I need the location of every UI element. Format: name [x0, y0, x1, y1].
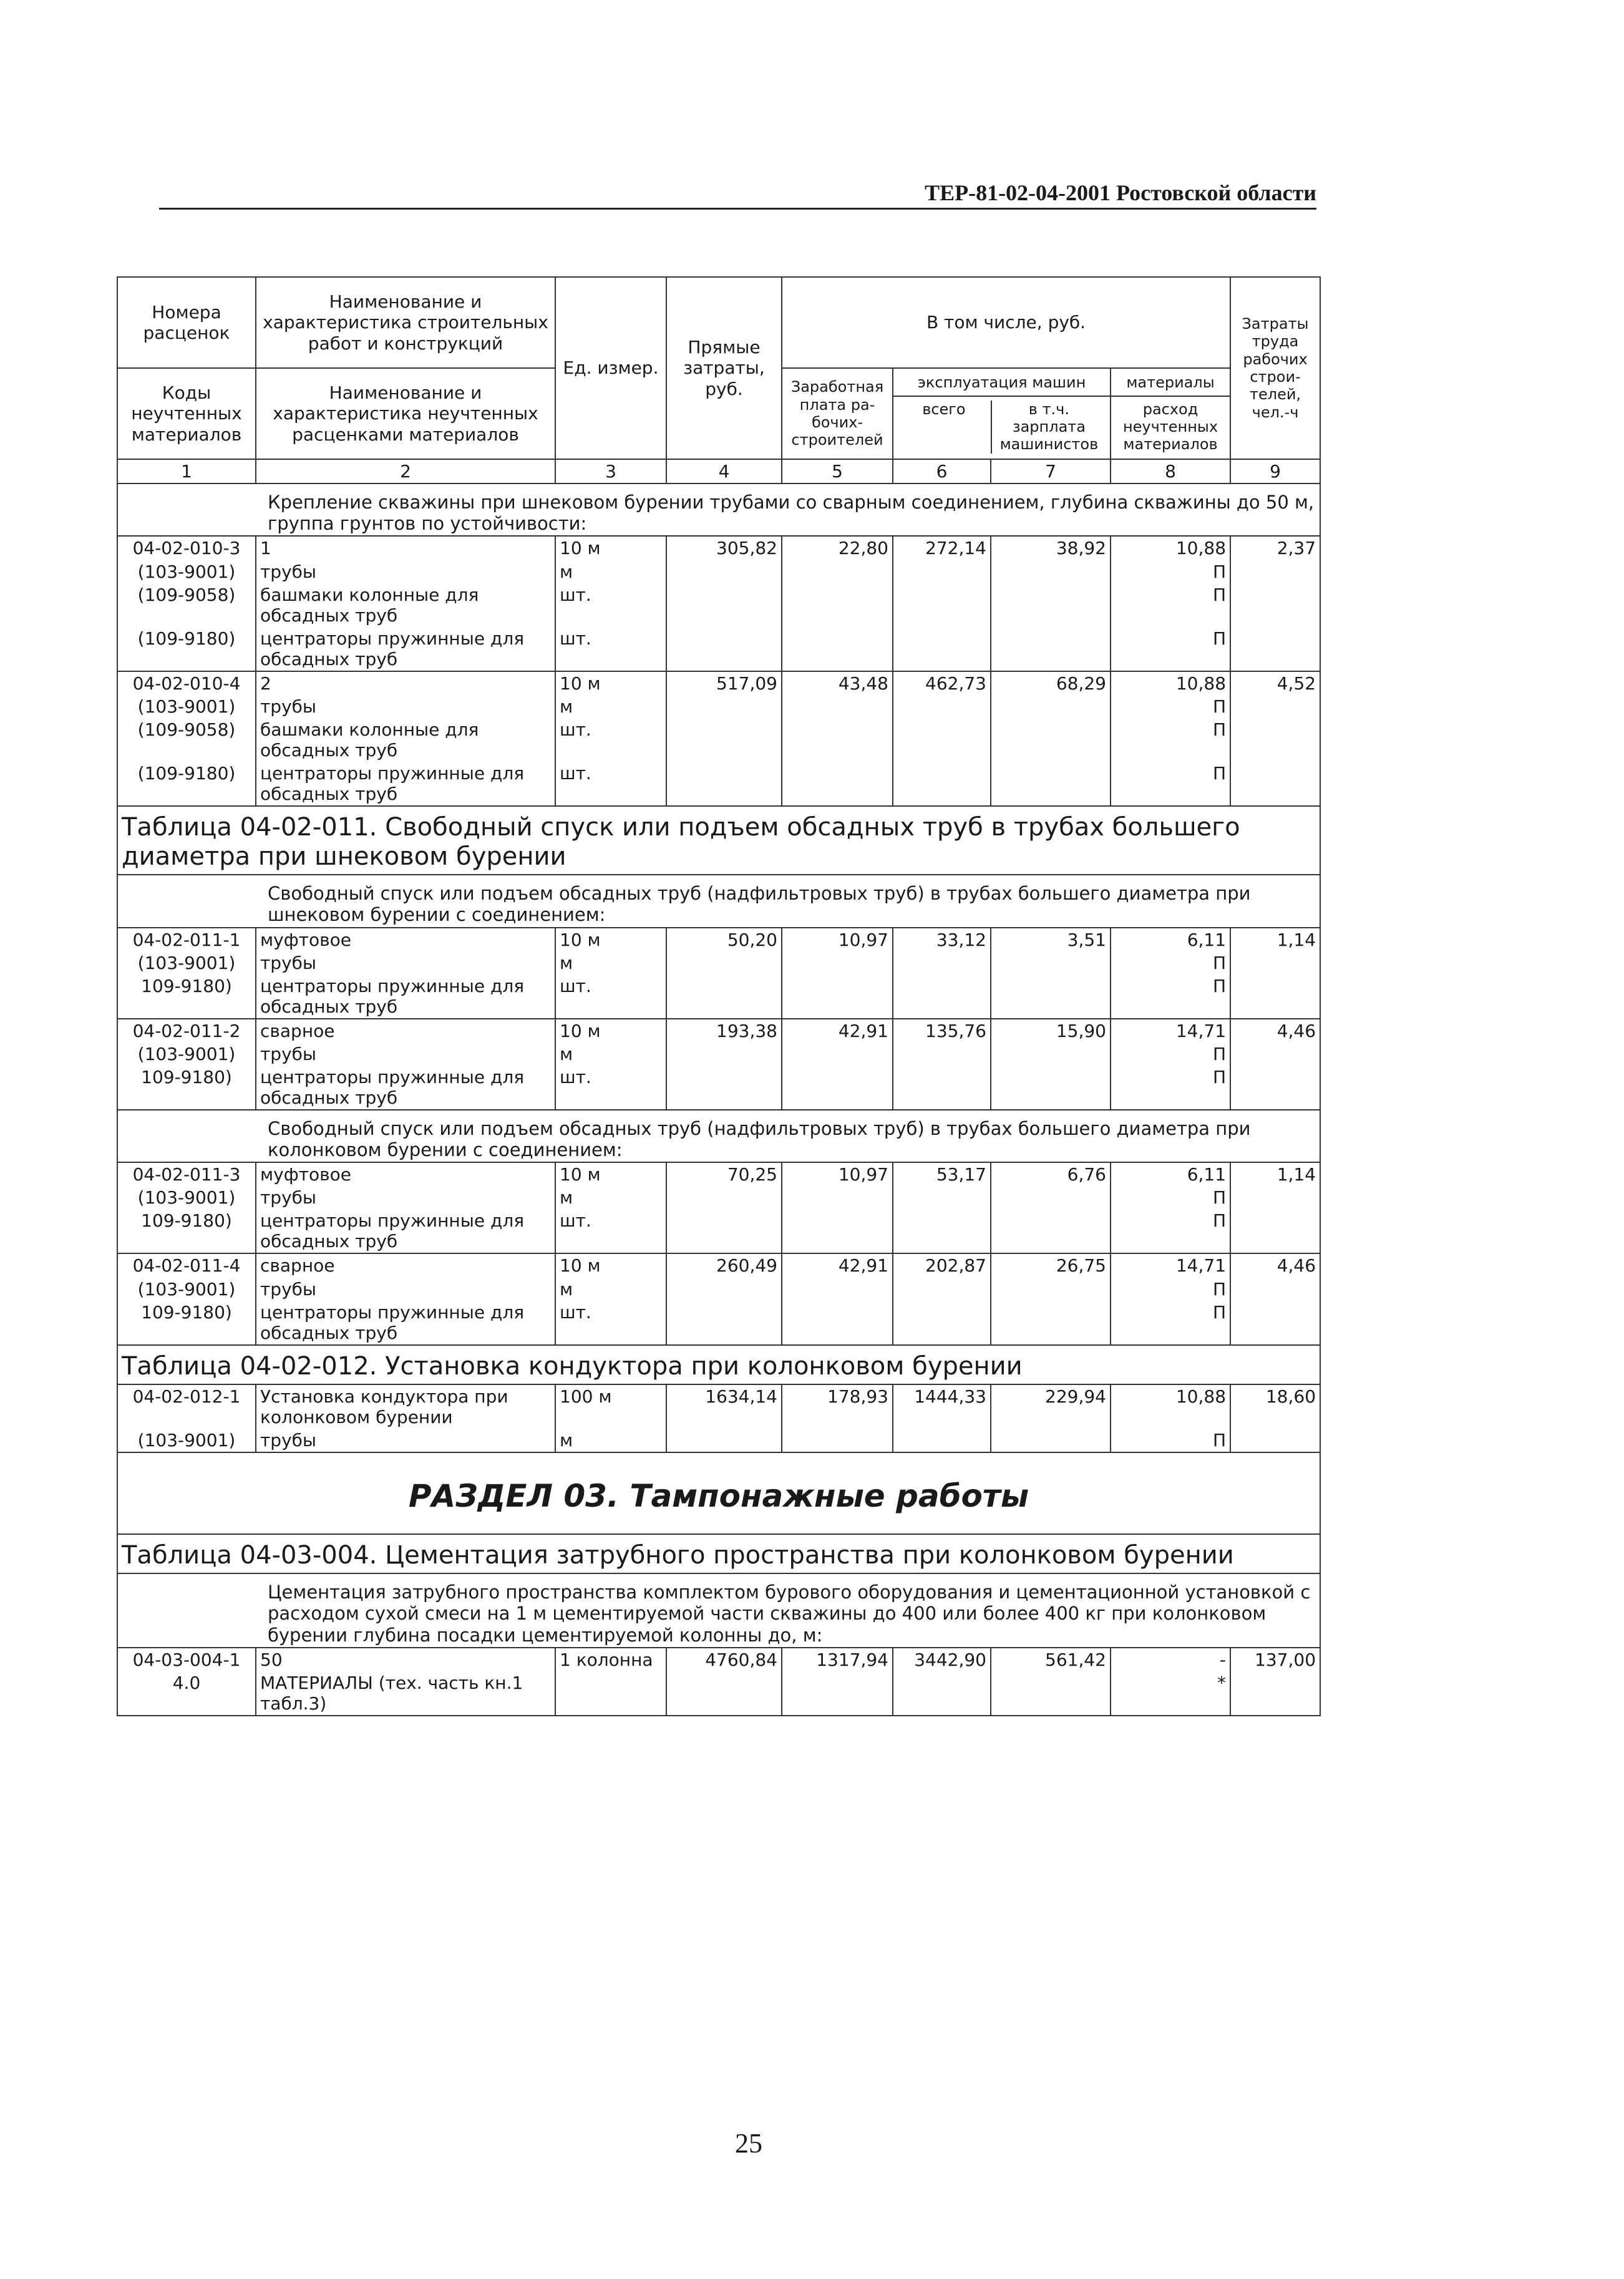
empty-cell [666, 1066, 782, 1110]
rate-code: 04-02-011-4 [117, 1253, 256, 1277]
section-description: Крепление скважины при шнековом бурении трубами со сварным соединением, глубина скважины до 50 м, группа грунтов по устойчивости: [117, 483, 1320, 536]
material-unit: шт. [555, 1066, 666, 1110]
empty-cell [893, 560, 991, 583]
rate-unit: 10 м [555, 1253, 666, 1277]
rate-labor: 1,14 [1230, 928, 1320, 951]
empty-cell [666, 762, 782, 806]
empty-cell [893, 627, 991, 671]
empty-cell [893, 718, 991, 762]
empty-cell [782, 560, 893, 583]
column-number: 4 [666, 459, 782, 483]
material-flag: П [1111, 1186, 1230, 1209]
rate-machine-cost: 33,12 [893, 928, 991, 951]
material-name: центраторы пружинные для обсадных труб [256, 1066, 555, 1110]
empty-cell [666, 1429, 782, 1452]
header-materials [1111, 368, 1230, 459]
column-number: 2 [256, 459, 555, 483]
material-row [117, 1671, 1320, 1716]
empty-cell [1230, 951, 1320, 974]
empty-cell [1230, 627, 1320, 671]
rate-direct-cost: 70,25 [666, 1162, 782, 1186]
empty-cell [666, 1186, 782, 1209]
header-col-unit: Ед. измер. [555, 277, 666, 459]
rate-code: 04-02-011-2 [117, 1019, 256, 1042]
empty-cell [782, 695, 893, 718]
empty-cell [893, 583, 991, 627]
rate-row [117, 1384, 1320, 1429]
rate-row [117, 536, 1320, 560]
material-unit: шт. [555, 583, 666, 627]
rate-direct-cost: 305,82 [666, 536, 782, 560]
material-name: трубы [256, 1186, 555, 1209]
rate-code: 04-03-004-1 [117, 1648, 256, 1671]
material-row [117, 1429, 1320, 1452]
header-col-labor: Затраты труда рабочих строи-телей, чел.-ч [1230, 277, 1320, 459]
empty-cell [893, 1429, 991, 1452]
rate-row [117, 928, 1320, 951]
material-code: (103-9001) [117, 1278, 256, 1301]
material-unit: м [555, 1429, 666, 1452]
rate-machine-cost: 135,76 [893, 1019, 991, 1042]
rate-wage: 22,80 [782, 536, 893, 560]
empty-cell [991, 627, 1111, 671]
rate-materials: 10,88 [1111, 536, 1230, 560]
empty-cell [782, 1042, 893, 1066]
empty-cell [782, 627, 893, 671]
material-unit: м [555, 951, 666, 974]
header-col-mat-usage: расход неучтенных материалов [1122, 400, 1218, 454]
rate-code: 04-02-012-1 [117, 1384, 256, 1429]
rate-labor: 4,46 [1230, 1253, 1320, 1277]
rate-unit: 10 м [555, 928, 666, 951]
column-number: 3 [555, 459, 666, 483]
material-unit: шт. [555, 1209, 666, 1253]
empty-cell [782, 583, 893, 627]
material-unit [555, 1671, 666, 1716]
empty-cell [991, 583, 1111, 627]
empty-cell [666, 560, 782, 583]
header-col-name-bottom: Наименование и характеристика неучтенных расценками материалов [256, 368, 555, 459]
empty-cell [991, 1042, 1111, 1066]
material-code: 109-9180) [117, 1209, 256, 1253]
rate-machine-cost: 3442,90 [893, 1648, 991, 1671]
empty-cell [893, 1278, 991, 1301]
empty-cell [991, 560, 1111, 583]
header-rule [159, 208, 1316, 210]
rate-row [117, 1019, 1320, 1042]
material-flag: П [1111, 1278, 1230, 1301]
header-col-mach-total: всего [922, 400, 966, 418]
material-name: центраторы пружинные для обсадных труб [256, 974, 555, 1019]
empty-cell [991, 1429, 1111, 1452]
empty-cell [893, 951, 991, 974]
material-code: (103-9001) [117, 951, 256, 974]
rate-name: 1 [256, 536, 555, 560]
empty-cell [782, 718, 893, 762]
column-number: 8 [1111, 459, 1230, 483]
material-flag: П [1111, 718, 1230, 762]
empty-cell [991, 951, 1111, 974]
material-flag: П [1111, 762, 1230, 806]
material-row [117, 718, 1320, 762]
empty-cell [1230, 1301, 1320, 1345]
empty-cell [991, 1066, 1111, 1110]
empty-cell [893, 695, 991, 718]
rate-wage: 178,93 [782, 1384, 893, 1429]
material-flag: П [1111, 1042, 1230, 1066]
material-code: (109-9180) [117, 627, 256, 671]
empty-cell [893, 762, 991, 806]
empty-cell [782, 951, 893, 974]
rate-wage: 43,48 [782, 671, 893, 695]
material-flag: П [1111, 1066, 1230, 1110]
rate-unit: 1 колонна [555, 1648, 666, 1671]
table-title: Таблица 04-02-011. Свободный спуск или подъем обсадных труб в трубах большего диаметра при шнековом бурении [117, 806, 1320, 875]
section-heading: РАЗДЕЛ 03. Тампонажные работы [117, 1452, 1320, 1534]
empty-cell [991, 695, 1111, 718]
empty-cell [666, 695, 782, 718]
empty-cell [1230, 583, 1320, 627]
material-code: (103-9001) [117, 1186, 256, 1209]
material-row [117, 1042, 1320, 1066]
empty-cell [893, 1671, 991, 1716]
material-name: центраторы пружинные для обсадных труб [256, 627, 555, 671]
empty-cell [893, 1186, 991, 1209]
empty-cell [1230, 762, 1320, 806]
empty-cell [991, 1671, 1111, 1716]
empty-cell [1230, 560, 1320, 583]
rate-name: муфтовое [256, 1162, 555, 1186]
document-header-title: ТЕР-81-02-04-2001 Ростовской области [925, 180, 1316, 205]
rate-unit: 10 м [555, 1019, 666, 1042]
header-machines [893, 368, 1111, 459]
empty-cell [1230, 1186, 1320, 1209]
rate-unit: 10 м [555, 1162, 666, 1186]
empty-cell [1230, 974, 1320, 1019]
material-name: центраторы пружинные для обсадных труб [256, 1301, 555, 1345]
rate-machine-wage: 6,76 [991, 1162, 1111, 1186]
material-code: 109-9180) [117, 1301, 256, 1345]
material-unit: шт. [555, 627, 666, 671]
material-row [117, 951, 1320, 974]
empty-cell [991, 762, 1111, 806]
material-flag: П [1111, 560, 1230, 583]
rate-machine-wage: 15,90 [991, 1019, 1111, 1042]
empty-cell [666, 1042, 782, 1066]
rate-materials: 14,71 [1111, 1019, 1230, 1042]
rate-row [117, 1253, 1320, 1277]
rate-machine-wage: 561,42 [991, 1648, 1111, 1671]
material-code: (109-9058) [117, 718, 256, 762]
header-in-that-number: В том числе, руб. [782, 277, 1230, 368]
empty-cell [666, 583, 782, 627]
material-flag: П [1111, 1301, 1230, 1345]
rate-direct-cost: 517,09 [666, 671, 782, 695]
rate-name: сварное [256, 1253, 555, 1277]
rate-machine-cost: 272,14 [893, 536, 991, 560]
empty-cell [782, 1429, 893, 1452]
rate-labor: 1,14 [1230, 1162, 1320, 1186]
rate-name: сварное [256, 1019, 555, 1042]
material-row [117, 1066, 1320, 1110]
empty-cell [1230, 695, 1320, 718]
rate-direct-cost: 50,20 [666, 928, 782, 951]
empty-cell [666, 627, 782, 671]
column-number: 1 [117, 459, 256, 483]
empty-cell [666, 1301, 782, 1345]
empty-cell [666, 1671, 782, 1716]
material-unit: м [555, 1042, 666, 1066]
material-name: центраторы пружинные для обсадных труб [256, 1209, 555, 1253]
empty-cell [782, 974, 893, 1019]
table-title: Таблица 04-02-012. Установка кондуктора при колонковом бурении [117, 1345, 1320, 1384]
rate-materials: 6,11 [1111, 928, 1230, 951]
rate-code: 04-02-011-3 [117, 1162, 256, 1186]
rate-unit: 10 м [555, 536, 666, 560]
material-unit: шт. [555, 1301, 666, 1345]
header-col-codes-top: Номера расценок [117, 277, 256, 368]
material-name: трубы [256, 560, 555, 583]
section-description: Цементация затрубного пространства комплектом бурового оборудования и цементационной установкой с расходом сухой смеси на 1 м цементируемой части скважины до 400 или более 400 кг при колонковом бурении глубина посадки цементируемой колонны до, м: [117, 1573, 1320, 1648]
rate-direct-cost: 1634,14 [666, 1384, 782, 1429]
material-code: (103-9001) [117, 1042, 256, 1066]
rate-machine-wage: 38,92 [991, 536, 1111, 560]
rate-machine-cost: 202,87 [893, 1253, 991, 1277]
empty-cell [1230, 1429, 1320, 1452]
material-name: трубы [256, 695, 555, 718]
material-unit: м [555, 695, 666, 718]
material-row [117, 974, 1320, 1019]
rate-wage: 42,91 [782, 1253, 893, 1277]
material-unit: м [555, 1278, 666, 1301]
material-unit: м [555, 1186, 666, 1209]
material-row [117, 627, 1320, 671]
rate-machine-wage: 229,94 [991, 1384, 1111, 1429]
rate-name: Установка кондуктора при колонковом бурении [256, 1384, 555, 1429]
material-flag: П [1111, 951, 1230, 974]
empty-cell [666, 1209, 782, 1253]
empty-cell [782, 1186, 893, 1209]
material-name: трубы [256, 1042, 555, 1066]
material-flag: П [1111, 583, 1230, 627]
empty-cell [1230, 718, 1320, 762]
empty-cell [991, 974, 1111, 1019]
rate-name: муфтовое [256, 928, 555, 951]
material-code: (109-9058) [117, 583, 256, 627]
empty-cell [1230, 1278, 1320, 1301]
empty-cell [782, 762, 893, 806]
rate-machine-cost: 462,73 [893, 671, 991, 695]
material-name: трубы [256, 1429, 555, 1452]
rate-direct-cost: 4760,84 [666, 1648, 782, 1671]
material-name: башмаки колонные для обсадных труб [256, 583, 555, 627]
material-name: трубы [256, 951, 555, 974]
header-col-name-top: Наименование и характеристика строительных работ и конструкций [256, 277, 555, 368]
column-number: 7 [991, 459, 1111, 483]
empty-cell [893, 1042, 991, 1066]
rate-labor: 137,00 [1230, 1648, 1320, 1671]
material-code: (103-9001) [117, 695, 256, 718]
empty-cell [893, 1209, 991, 1253]
section-description: Свободный спуск или подъем обсадных труб (надфильтровых труб) в трубах большего диаметра при колонковом бурении с соединением: [117, 1110, 1320, 1162]
empty-cell [1230, 1042, 1320, 1066]
material-row [117, 1278, 1320, 1301]
empty-cell [666, 718, 782, 762]
rate-labor: 2,37 [1230, 536, 1320, 560]
material-flag: П [1111, 695, 1230, 718]
rate-materials: 10,88 [1111, 1384, 1230, 1429]
rate-wage: 10,97 [782, 1162, 893, 1186]
rate-machine-wage: 26,75 [991, 1253, 1111, 1277]
empty-cell [1230, 1209, 1320, 1253]
rates-table [117, 276, 1321, 1716]
material-flag: П [1111, 1429, 1230, 1452]
rate-direct-cost: 260,49 [666, 1253, 782, 1277]
material-unit: шт. [555, 762, 666, 806]
material-code: 109-9180) [117, 974, 256, 1019]
material-code: 109-9180) [117, 1066, 256, 1110]
header-col-mach-wage: в т.ч. зарплата машинистов [991, 401, 1106, 454]
rate-materials: - [1111, 1648, 1230, 1671]
rate-labor: 4,52 [1230, 671, 1320, 695]
material-flag: П [1111, 974, 1230, 1019]
rate-code: 04-02-010-4 [117, 671, 256, 695]
header-machines-label: эксплуатация машин [893, 374, 1110, 396]
material-unit: шт. [555, 718, 666, 762]
material-unit: м [555, 560, 666, 583]
header-col-direct: Прямые затраты, руб. [666, 277, 782, 459]
material-row [117, 1209, 1320, 1253]
rate-labor: 18,60 [1230, 1384, 1320, 1429]
empty-cell [782, 1278, 893, 1301]
empty-cell [1230, 1066, 1320, 1110]
material-row [117, 762, 1320, 806]
material-name: трубы [256, 1278, 555, 1301]
empty-cell [991, 1301, 1111, 1345]
rate-wage: 1317,94 [782, 1648, 893, 1671]
material-code: (103-9001) [117, 560, 256, 583]
empty-cell [782, 1301, 893, 1345]
empty-cell [666, 1278, 782, 1301]
rate-machine-cost: 1444,33 [893, 1384, 991, 1429]
material-row [117, 560, 1320, 583]
rate-row [117, 1162, 1320, 1186]
rate-code: 04-02-010-3 [117, 536, 256, 560]
empty-cell [782, 1066, 893, 1110]
empty-cell [782, 1671, 893, 1716]
material-flag: П [1111, 1209, 1230, 1253]
rate-row [117, 671, 1320, 695]
empty-cell [991, 1186, 1111, 1209]
rate-direct-cost: 193,38 [666, 1019, 782, 1042]
empty-cell [893, 1066, 991, 1110]
rate-unit: 100 м [555, 1384, 666, 1429]
rate-materials: 10,88 [1111, 671, 1230, 695]
header-col-codes-bottom: Коды неучтенных материалов [117, 368, 256, 459]
rate-unit: 10 м [555, 671, 666, 695]
material-name: центраторы пружинные для обсадных труб [256, 762, 555, 806]
column-number: 5 [782, 459, 893, 483]
material-name: МАТЕРИАЛЫ (тех. часть кн.1 табл.3) [256, 1671, 555, 1716]
table-title: Таблица 04-03-004. Цементация затрубного пространства при колонковом бурении [117, 1534, 1320, 1573]
material-code: (109-9180) [117, 762, 256, 806]
rate-labor: 4,46 [1230, 1019, 1320, 1042]
empty-cell [991, 1209, 1111, 1253]
material-unit: шт. [555, 974, 666, 1019]
material-code: (103-9001) [117, 1429, 256, 1452]
page-number: 25 [735, 2128, 762, 2159]
header-col-wage: Заработная плата ра-бочих-строителей [782, 368, 893, 459]
rate-materials: 6,11 [1111, 1162, 1230, 1186]
rate-machine-wage: 68,29 [991, 671, 1111, 695]
rate-name: 2 [256, 671, 555, 695]
header-materials-label: материалы [1111, 374, 1230, 396]
material-flag: П [1111, 627, 1230, 671]
empty-cell [991, 718, 1111, 762]
column-number: 9 [1230, 459, 1320, 483]
section-description: Свободный спуск или подъем обсадных труб (надфильтровых труб) в трубах большего диаметра при шнековом бурении с соединением: [117, 875, 1320, 927]
empty-cell [666, 951, 782, 974]
rate-materials: 14,71 [1111, 1253, 1230, 1277]
empty-cell [991, 1278, 1111, 1301]
rate-machine-wage: 3,51 [991, 928, 1111, 951]
rate-machine-cost: 53,17 [893, 1162, 991, 1186]
rate-wage: 42,91 [782, 1019, 893, 1042]
material-flag: * [1111, 1671, 1230, 1716]
empty-cell [1230, 1671, 1320, 1716]
column-numbers-row [117, 459, 1320, 483]
rate-wage: 10,97 [782, 928, 893, 951]
material-row [117, 1301, 1320, 1345]
material-code: 4.0 [117, 1671, 256, 1716]
rate-name: 50 [256, 1648, 555, 1671]
material-name: башмаки колонные для обсадных труб [256, 718, 555, 762]
empty-cell [893, 974, 991, 1019]
rate-code: 04-02-011-1 [117, 928, 256, 951]
empty-cell [893, 1301, 991, 1345]
rate-row [117, 1648, 1320, 1671]
material-row [117, 1186, 1320, 1209]
column-number: 6 [893, 459, 991, 483]
empty-cell [782, 1209, 893, 1253]
material-row [117, 695, 1320, 718]
material-row [117, 583, 1320, 627]
empty-cell [666, 974, 782, 1019]
